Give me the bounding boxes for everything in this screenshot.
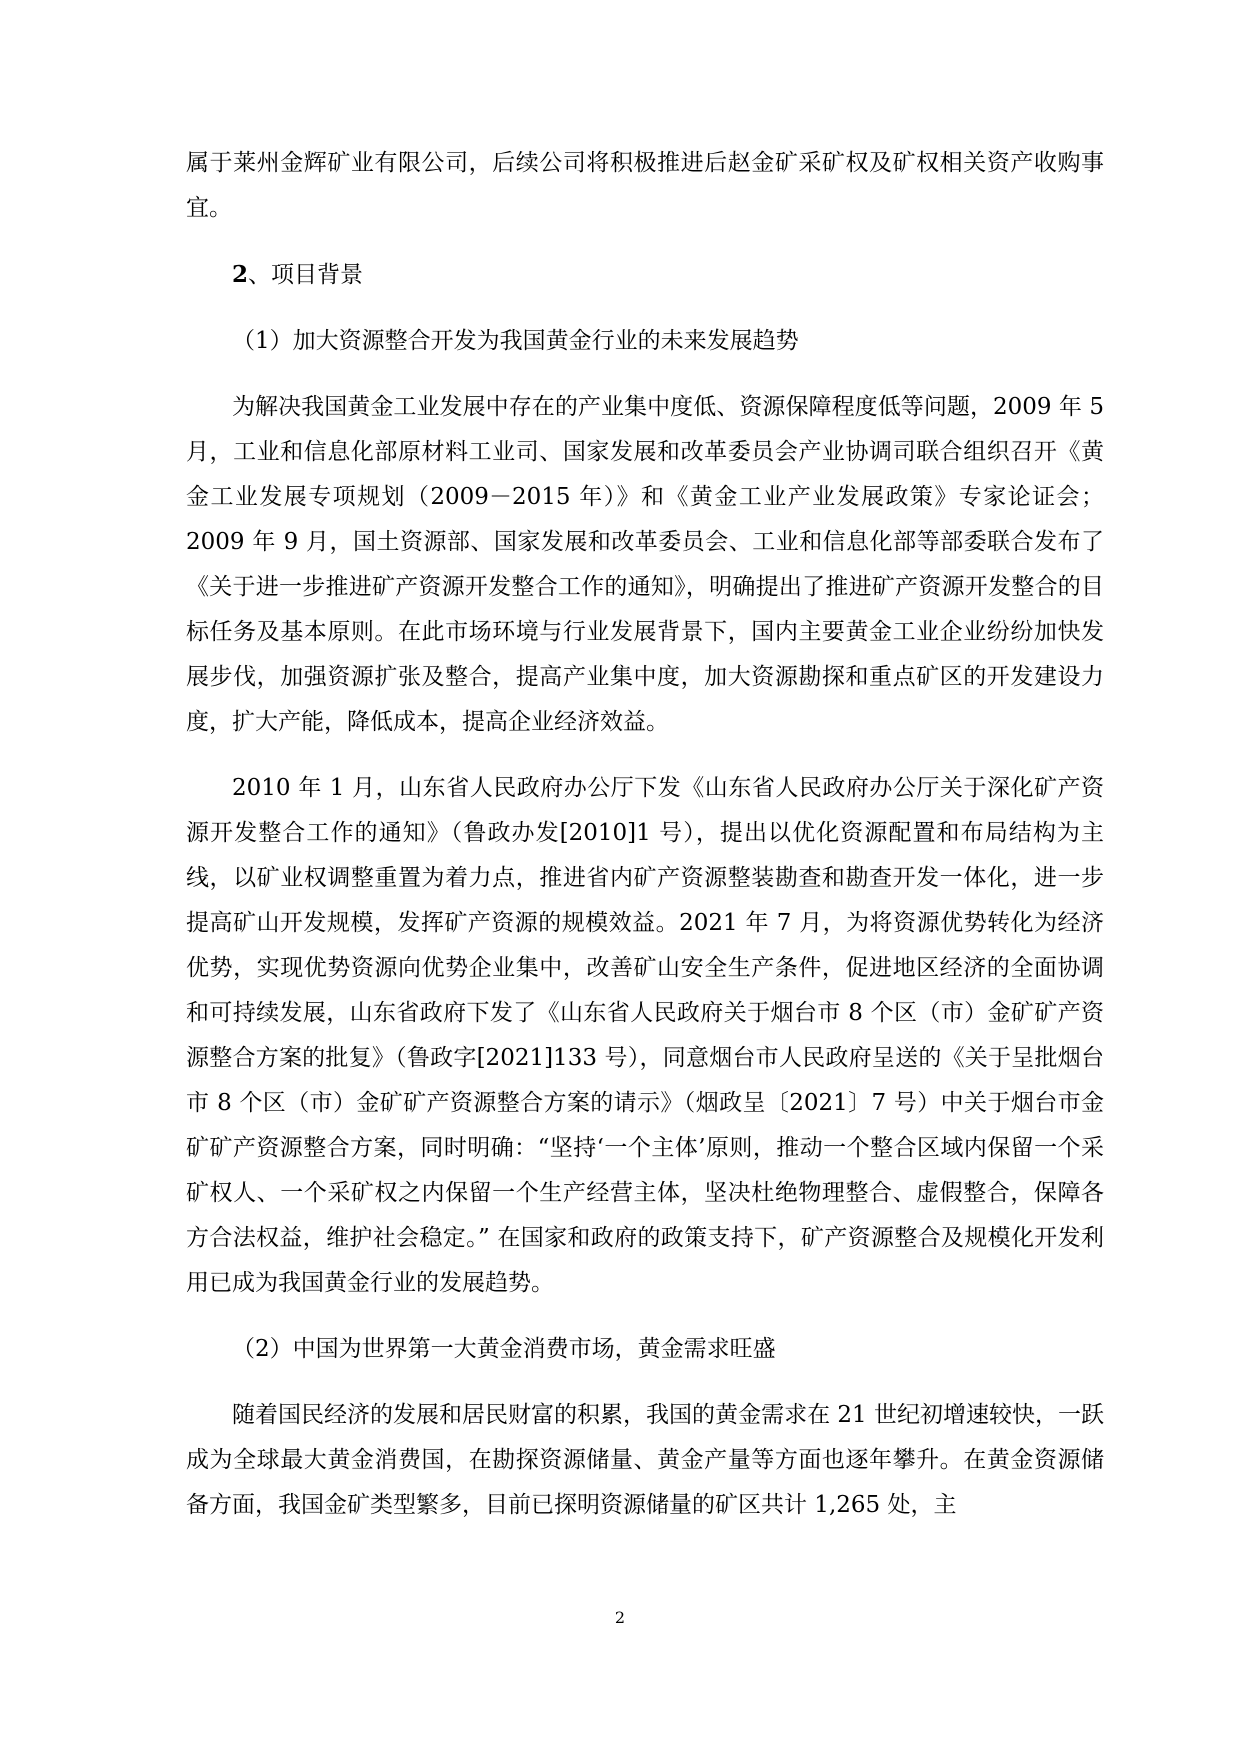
paragraph-continuation: 属于莱州金辉矿业有限公司，后续公司将积极推进后赵金矿采矿权及矿权相关资产收购事宜。 <box>186 150 1104 221</box>
subheading-2: （2）中国为世界第一大黄金消费市场，黄金需求旺盛 <box>232 1336 776 1362</box>
paragraph-2: 2010 年 1 月，山东省人民政府办公厅下发《山东省人民政府办公厅关于深化矿产资源开发整合工作的通知》（鲁政办发[2010]1 号），提出以优化资源配置和布局结构为主线，以矿业权调整重置为着力点，推进省内矿产资源整装勘查和勘查开发一体化，进一步提高矿山开发规模，发挥矿产资源的规模效益。2021 年 7 月，为将资源优势转化为经济优势，实现优势资源向优势企业集中，改善矿山安全生产条件，促进地区经济的全面协调和可持续发展，山东省政府下发了《山东省人民政府关于烟台市 8 个区（市）金矿矿产资源整合方案的批复》（鲁政字[2021]133 号），同意烟台市人民政府呈送的《关于呈批烟台市 8 个区（市）金矿矿产资源整合方案的请示》（烟政呈〔2021〕7 号）中关于烟台市金矿矿产资源整合方案，同时明确：“坚持‘一个主体’原则，推动一个整合区域内保留一个采矿权人、一个采矿权之内保留一个生产经营主体，坚决杜绝物理整合、虚假整合，保障各方合法权益，维护社会稳定。” 在国家和政府的政策支持下，矿产资源整合及规模化开发利用已成为我国黄金行业的发展趋势。 <box>186 775 1104 1296</box>
subheading-1: （1）加大资源整合开发为我国黄金行业的未来发展趋势 <box>232 328 799 354</box>
page-number: 2 <box>614 1608 626 1627</box>
section-heading-text: 、项目背景 <box>248 262 364 288</box>
section-heading-number: 2 <box>232 261 249 288</box>
paragraph-3: 随着国民经济的发展和居民财富的积累，我国的黄金需求在 21 世纪初增速较快，一跃成为全球最大黄金消费国，在勘探资源储量、黄金产量等方面也逐年攀升。在黄金资源储备方面，我国金矿类型繁多，目前已探明资源储量的矿区共计 1,265 处，主 <box>186 1402 1104 1518</box>
section-heading <box>186 252 1104 298</box>
document-body <box>186 141 1104 1549</box>
paragraph-1: 为解决我国黄金工业发展中存在的产业集中度低、资源保障程度低等问题，2009 年 5 月，工业和信息化部原材料工业司、国家发展和改革委员会产业协调司联合组织召开《黄金工业发展专项规划（2009－2015 年）》和《黄金工业产业发展政策》专家论证会；2009 年 9 月，国土资源部、国家发展和改革委员会、工业和信息化部等部委联合发布了《关于进一步推进矿产资源开发整合工作的通知》，明确提出了推进矿产资源开发整合的目标任务及基本原则。在此市场环境与行业发展背景下，国内主要黄金工业企业纷纷加快发展步伐，加强资源扩张及整合，提高产业集中度，加大资源勘探和重点矿区的开发建设力度，扩大产能，降低成本，提高企业经济效益。 <box>186 394 1104 735</box>
